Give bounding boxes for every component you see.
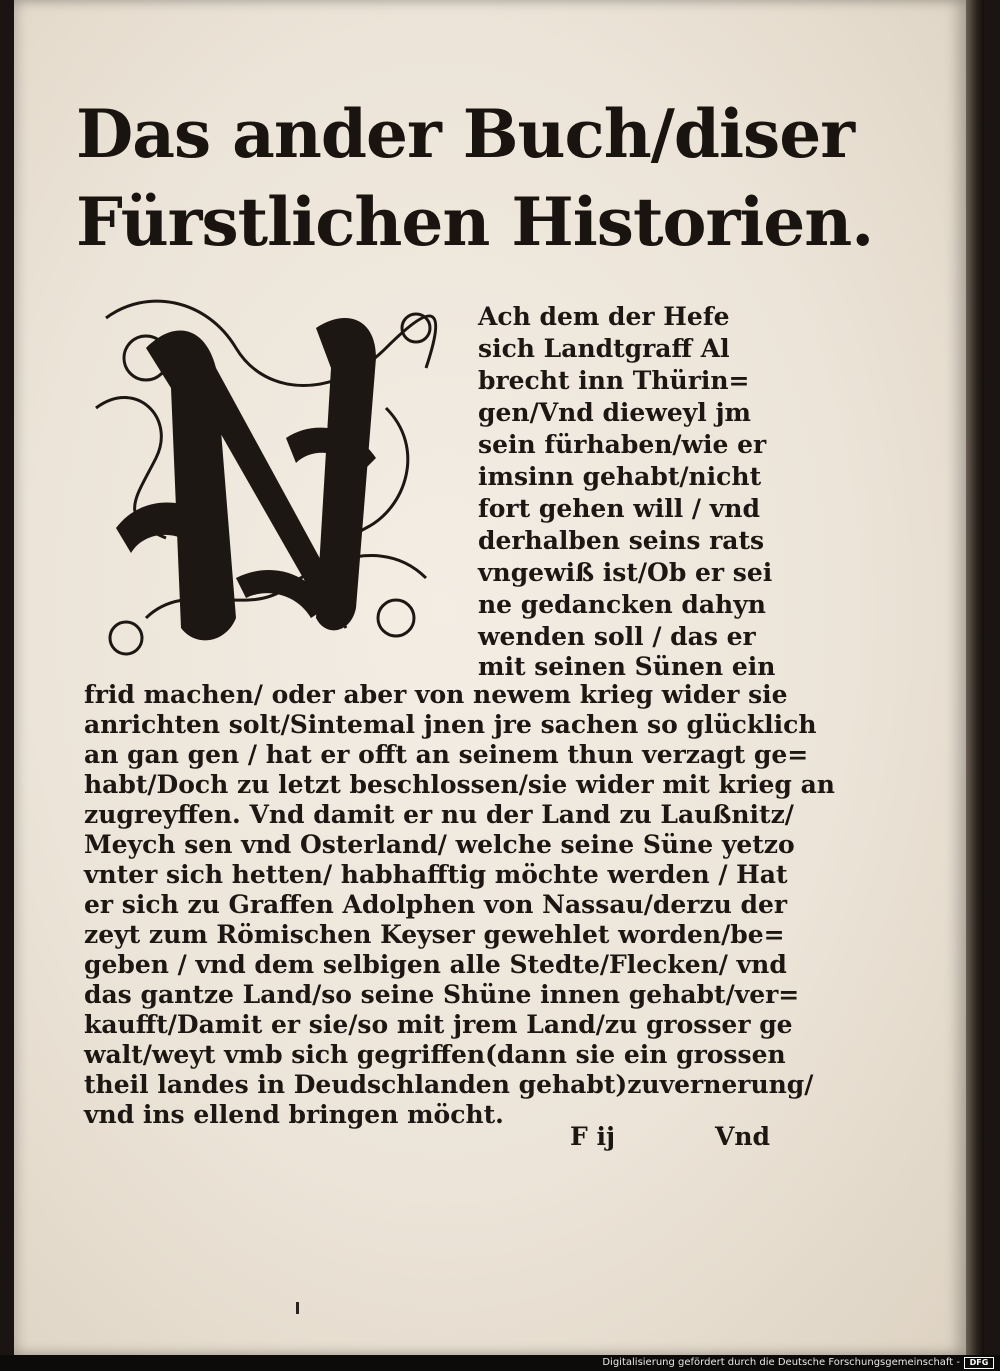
signature-mark: F ij [570,1122,615,1151]
text-line: imsinn gehabt/nicht [478,462,762,491]
text-line: zeyt zum Römischen Keyser gewehlet worden/be= [84,920,785,949]
text-line: vnd ins ellend bringen möcht. [84,1100,504,1129]
text-line: ne gedancken dahyn [478,590,766,619]
text-line: sich Landtgraff Al [478,334,730,363]
chapter-headline [76,90,874,266]
dfg-logo-icon: DFG [964,1357,994,1369]
text-line: fort gehen will / vnd [478,494,760,523]
decorated-initial-n [86,288,458,670]
text-line: zugreyffen. Vnd damit er nu der Land zu Laußnitz/ [84,800,794,829]
text-line: habt/Doch zu letzt beschlossen/sie wider mit krieg an [84,770,835,799]
text-line: geben / vnd dem selbigen alle Stedte/Flecken/ vnd [84,950,787,979]
decorated-initial-flourish-icon [86,288,458,670]
text-line: an gan gen / hat er offt an seinem thun verzagt ge= [84,740,809,769]
text-line: mit seinen Sünen ein [478,652,776,681]
page-edge-shadow [966,0,984,1355]
text-line: brecht inn Thürin= [478,366,750,395]
text-line: vngewiß ist/Ob er sei [478,558,773,587]
text-line: vnter sich hetten/ habhafftig möchte werden / Hat [84,860,788,889]
digitization-credit: Digitalisierung gefördert durch die Deutsche Forschungsgemeinschaft - [602,1357,960,1368]
page-mark [296,1302,299,1314]
text-line: gen/Vnd dieweyl jm [478,398,751,427]
text-line: Ach dem der Hefe [478,302,730,331]
headline-line-1: Das ander Buch/diser [76,95,854,173]
text-line: er sich zu Graffen Adolphen von Nassau/derzu der [84,890,788,919]
text-line: das gantze Land/so seine Shüne innen gehabt/ver= [84,980,800,1009]
text-line: anrichten solt/Sintemal jnen jre sachen so glücklich [84,710,817,739]
text-line: sein fürhaben/wie er [478,430,767,459]
text-line: frid machen/ oder aber von newem krieg wider sie [84,680,788,709]
page-footer-marks [570,1122,770,1156]
catchword: Vnd [714,1122,770,1151]
text-line: derhalben seins rats [478,526,765,555]
text-line: Meych sen vnd Osterland/ welche seine Süne yetzo [84,830,795,859]
headline-line-2: Fürstlichen Historien. [76,183,874,261]
text-line: theil landes in Deudschlanden gehabt)zuvernerung/ [84,1070,814,1099]
text-line: kaufft/Damit er sie/so mit jrem Land/zu grosser ge [84,1010,793,1039]
text-line: walt/weyt vmb sich gegriffen(dann sie ein grossen [84,1040,786,1069]
text-line: wenden soll / das er [478,622,756,651]
